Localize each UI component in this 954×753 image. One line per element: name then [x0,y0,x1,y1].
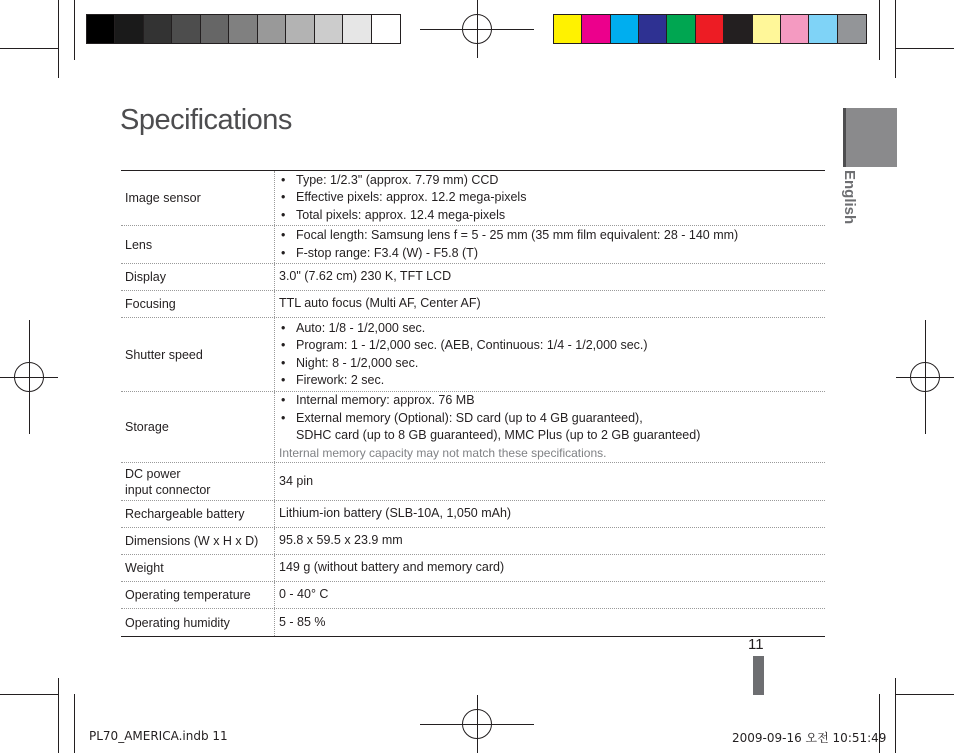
spec-table [121,170,825,637]
language-tab [836,170,866,240]
spec-row [121,291,825,318]
spec-label: DC power input connector [121,463,275,500]
spec-bullet: • Type: 1/2.3" (approx. 7.79 mm) CCD [279,172,825,190]
color-swatch [696,15,724,43]
spec-row [121,582,825,609]
language-tab-block [846,108,897,167]
crop-mark [0,48,58,49]
language-tab-label: English [841,170,858,225]
process-color-bar [553,14,867,44]
spec-label: Dimensions (W x H x D) [121,528,275,554]
color-swatch [315,15,343,43]
spec-text: 149 g (without battery and memory card) [279,560,505,575]
color-swatch [87,15,115,43]
spec-label: Operating temperature [121,582,275,608]
color-swatch [667,15,695,43]
spec-value [275,582,825,608]
spec-bullet: • Auto: 1/8 - 1/2,000 sec. [279,320,825,338]
spec-label: Display [121,264,275,290]
spec-value [275,171,825,225]
color-swatch [201,15,229,43]
spec-value [275,318,825,391]
color-swatch [838,15,866,43]
spec-value [275,555,825,581]
spec-value [275,609,825,636]
spec-value [275,226,825,263]
spec-note: Internal memory capacity may not match these specifications. [279,445,607,460]
spec-label: Image sensor [121,171,275,225]
spec-label: Lens [121,226,275,263]
grayscale-color-bar [86,14,401,44]
spec-text: 0 - 40° C [279,587,329,602]
registration-mark-icon [477,695,478,753]
spec-bullet: • F-stop range: F3.4 (W) - F5.8 (T) [279,245,825,263]
footer-timestamp: 2009-09-16 오전 10:51:49 [732,731,887,745]
spec-row [121,501,825,528]
crop-mark [74,694,75,753]
spec-bullet: • Focal length: Samsung lens f = 5 - 25 mm (35 mm film equivalent: 28 - 140 mm) [279,227,825,245]
spec-value [275,264,825,290]
spec-label: Storage [121,392,275,462]
spec-value [275,528,825,554]
registration-mark-icon [477,0,478,58]
crop-mark [895,0,896,78]
spec-row [121,609,825,636]
color-swatch [639,15,667,43]
crop-mark [895,678,896,753]
spec-value [275,463,825,500]
spec-value [275,291,825,317]
color-swatch [724,15,752,43]
spec-text: Lithium-ion battery (SLB-10A, 1,050 mAh) [279,506,512,521]
spec-bullet: • Program: 1 - 1/2,000 sec. (AEB, Continuous: 1/4 - 1/2,000 sec.) [279,337,825,355]
crop-mark [58,0,59,78]
spec-text: 3.0" (7.62 cm) 230 K, TFT LCD [279,269,452,284]
color-swatch [554,15,582,43]
spec-label: Shutter speed [121,318,275,391]
color-swatch [809,15,837,43]
color-swatch [372,15,400,43]
spec-bullet: • Firework: 2 sec. [279,372,825,390]
color-swatch [753,15,781,43]
spec-bullet: • Internal memory: approx. 76 MB [279,392,825,410]
spec-label: Rechargeable battery [121,501,275,527]
color-swatch [343,15,371,43]
crop-mark [74,0,75,60]
color-swatch [611,15,639,43]
color-swatch [172,15,200,43]
color-swatch [781,15,809,43]
color-swatch [229,15,257,43]
color-swatch [258,15,286,43]
color-swatch [582,15,610,43]
color-swatch [115,15,143,43]
spec-label: Weight [121,555,275,581]
spec-label: Operating humidity [121,609,275,636]
spec-value [275,392,825,462]
spec-bullet: • External memory (Optional): SD card (up to 4 GB guaranteed), SDHC card (up to 8 GB guaranteed), MMC Plus (up to 2 GB guaranteed) [279,410,825,445]
spec-row [121,528,825,555]
spec-text: TTL auto focus (Multi AF, Center AF) [279,296,481,311]
spec-row [121,171,825,226]
spec-label: Focusing [121,291,275,317]
spec-text: 5 - 85 % [279,614,326,629]
spec-bullet: • Effective pixels: approx. 12.2 mega-pixels [279,189,825,207]
page-number-tab [753,656,764,695]
spec-row [121,463,825,501]
spec-text: 95.8 x 59.5 x 23.9 mm [279,533,403,548]
registration-mark-icon [29,320,30,434]
crop-mark [58,678,59,753]
spec-value [275,501,825,527]
spec-row [121,555,825,582]
color-swatch [286,15,314,43]
crop-mark [0,694,58,695]
footer-file-info: PL70_AMERICA.indb 11 [89,729,228,743]
page-number: 11 [748,636,764,653]
spec-row [121,264,825,291]
crop-mark [896,48,954,49]
spec-bullet: • Night: 8 - 1/2,000 sec. [279,355,825,373]
color-swatch [144,15,172,43]
spec-bullet: • Total pixels: approx. 12.4 mega-pixels [279,207,825,225]
spec-row [121,226,825,264]
crop-mark [879,0,880,60]
page-title: Specifications [120,104,292,136]
spec-row [121,392,825,463]
spec-row [121,318,825,392]
crop-mark [896,694,954,695]
registration-mark-icon [925,320,926,434]
spec-text: 34 pin [279,473,314,488]
